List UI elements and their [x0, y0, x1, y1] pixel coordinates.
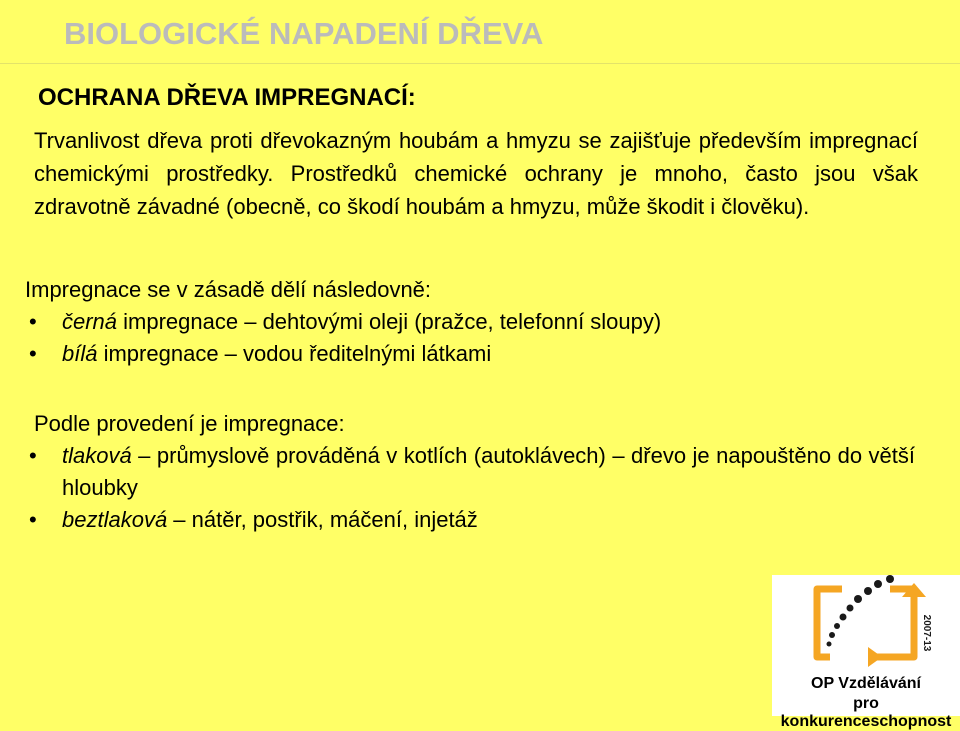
logo-line-1: OP Vzdělávání [811, 675, 921, 692]
impregnation-types-list [25, 306, 925, 370]
impregnation-types-intro: Impregnace se v zásadě dělí následovně: [25, 277, 432, 302]
list-item-term: beztlaková [62, 507, 168, 532]
bullet-icon: • [29, 341, 37, 366]
list-item [25, 338, 925, 370]
list-item [25, 504, 925, 536]
list-item-term: černá [62, 309, 118, 334]
bullet-icon: • [29, 443, 37, 468]
logo-line-2: pro konkurenceschopnost [780, 695, 952, 730]
impregnation-types [25, 274, 925, 370]
section-heading: OCHRANA DŘEVA IMPREGNACÍ: [38, 84, 416, 111]
page-title: BIOLOGICKÉ NAPADENÍ DŘEVA [64, 16, 544, 51]
list-item-text: – nátěr, postřik, máčení, injetáž [167, 507, 478, 532]
list-item-term: bílá [62, 341, 98, 366]
title-divider [0, 63, 960, 64]
application-methods-list [25, 440, 925, 536]
logo-graphic [772, 575, 960, 675]
list-item-text: impregnace – vodou ředitelnými látkami [97, 341, 492, 366]
bullet-icon: • [29, 309, 37, 334]
application-methods [25, 408, 925, 536]
list-item-term: tlaková [62, 443, 132, 468]
bullet-icon: • [29, 507, 37, 532]
application-methods-intro: Podle provedení je impregnace: [34, 411, 345, 436]
op-vzdelavani-logo [772, 575, 960, 730]
intro-paragraph: Trvanlivost dřeva proti dřevokazným houbám a hmyzu se zajišťuje především impregnací chemickými prostředky. Prostředků chemické ochrany je mnoho, často jsou však zdravotně závadné (obecně, co škodí houbám a hmyzu, může škodit i člověku). [34, 128, 918, 219]
list-item [25, 440, 915, 504]
list-item-text: impregnace – dehtovými oleji (pražce, telefonní sloupy) [117, 309, 662, 334]
list-item-text: – průmyslově prováděná v kotlích (autoklávech) – dřevo je napouštěno do větší hloubky [62, 443, 915, 500]
logo-years: 2007-13 [921, 614, 932, 652]
list-item [25, 306, 925, 338]
